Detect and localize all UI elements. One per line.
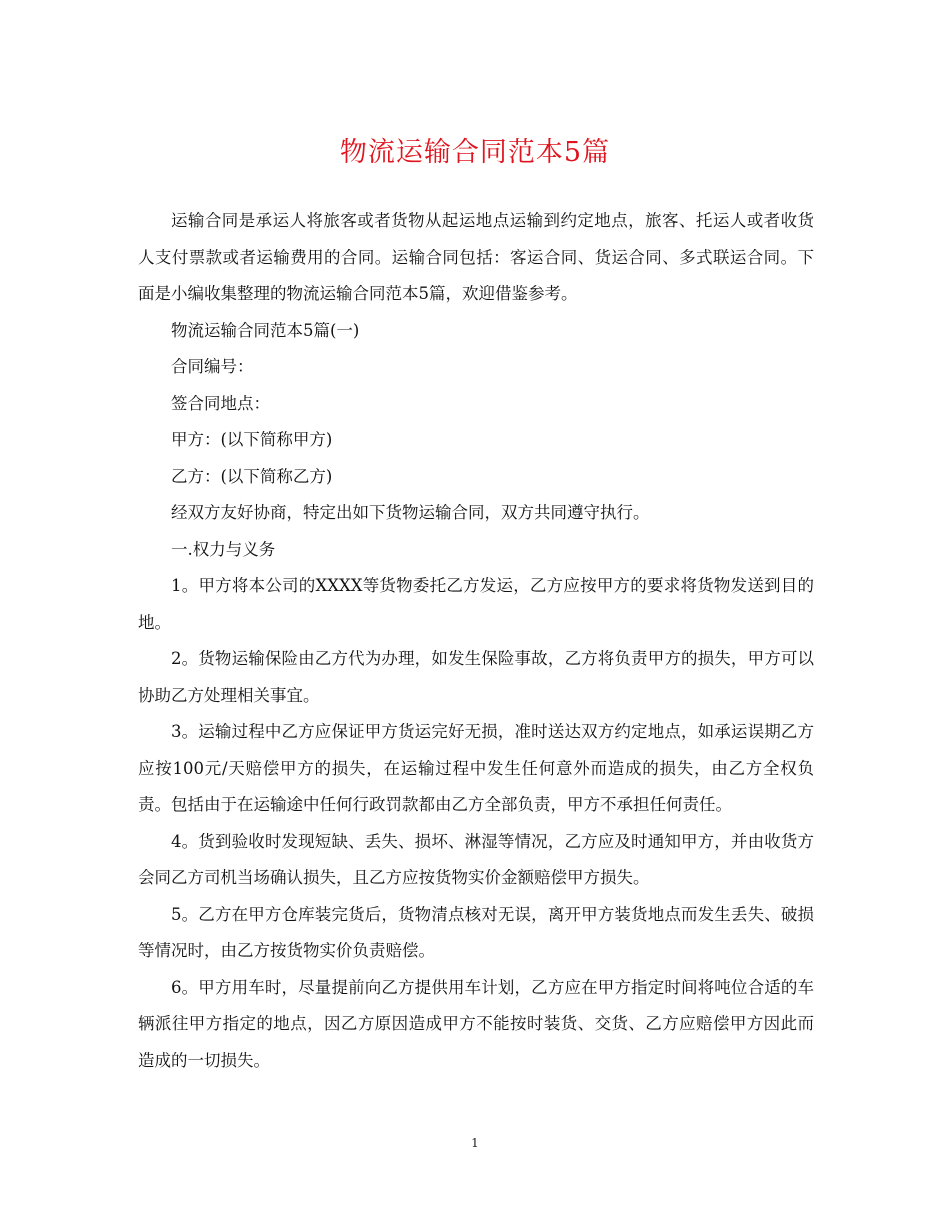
- agreement-paragraph: 经双方友好协商，特定出如下货物运输合同，双方共同遵守执行。: [171, 503, 650, 522]
- clause-heading: 一.权力与义务: [171, 539, 276, 559]
- document-title: 物流运输合同范本5篇: [339, 137, 611, 168]
- intro-paragraph: 运输合同是承运人将旅客或者货物从起运地点运输到约定地点，旅客、托运人或者收货人支付票款或者运输费用的合同。运输合同包括：客运合同、货运合同、多式联运合同。下面是小编收集整理的物流运输合同范本5篇，欢迎借鉴参考。: [138, 211, 814, 303]
- clause-6: 6。甲方用车时，尽量提前向乙方提供用车计划，乙方应在甲方指定时间将吨位合适的车辆派往甲方指定的地点，因乙方原因造成甲方不能按时装货、交货、乙方应赔偿甲方因此而造成的一切损失。: [138, 977, 814, 1070]
- clause-3: 3。运输过程中乙方应保证甲方货运完好无损，准时送达双方约定地点，如承运误期乙方应按100元/天赔偿甲方的损失，在运输过程中发生任何意外而造成的损失，由乙方全权负责。包括由于在运输途中任何行政罚款都由乙方全部负责，甲方不承担任何责任。: [138, 722, 814, 814]
- party-b-line: 乙方：(以下简称乙方): [171, 466, 333, 486]
- document-body: [138, 203, 814, 1079]
- clause-1: 1。甲方将本公司的XXXX等货物委托乙方发运，乙方应按甲方的要求将货物发送到目的地。: [138, 576, 814, 632]
- contract-number-line: 合同编号：: [171, 357, 254, 376]
- section-heading: 物流运输合同范本5篇(一): [171, 320, 360, 340]
- clause-5: 5。乙方在甲方仓库装完货后，货物清点核对无误，离开甲方装货地点而发生丢失、破损等情况时，由乙方按货物实价负责赔偿。: [138, 904, 814, 960]
- signing-place-line: 签合同地点：: [171, 393, 270, 413]
- page-number: 1: [471, 1136, 479, 1150]
- party-a-line: 甲方：(以下简称甲方): [171, 430, 333, 449]
- clause-2: 2。货物运输保险由乙方代为办理，如发生保险事故，乙方将负责甲方的损失，甲方可以协助乙方处理相关事宜。: [138, 649, 814, 705]
- clause-4: 4。货到验收时发现短缺、丢失、损坏、淋湿等情况，乙方应及时通知甲方，并由收货方会同乙方司机当场确认损失，且乙方应按货物实价金额赔偿甲方损失。: [138, 831, 814, 887]
